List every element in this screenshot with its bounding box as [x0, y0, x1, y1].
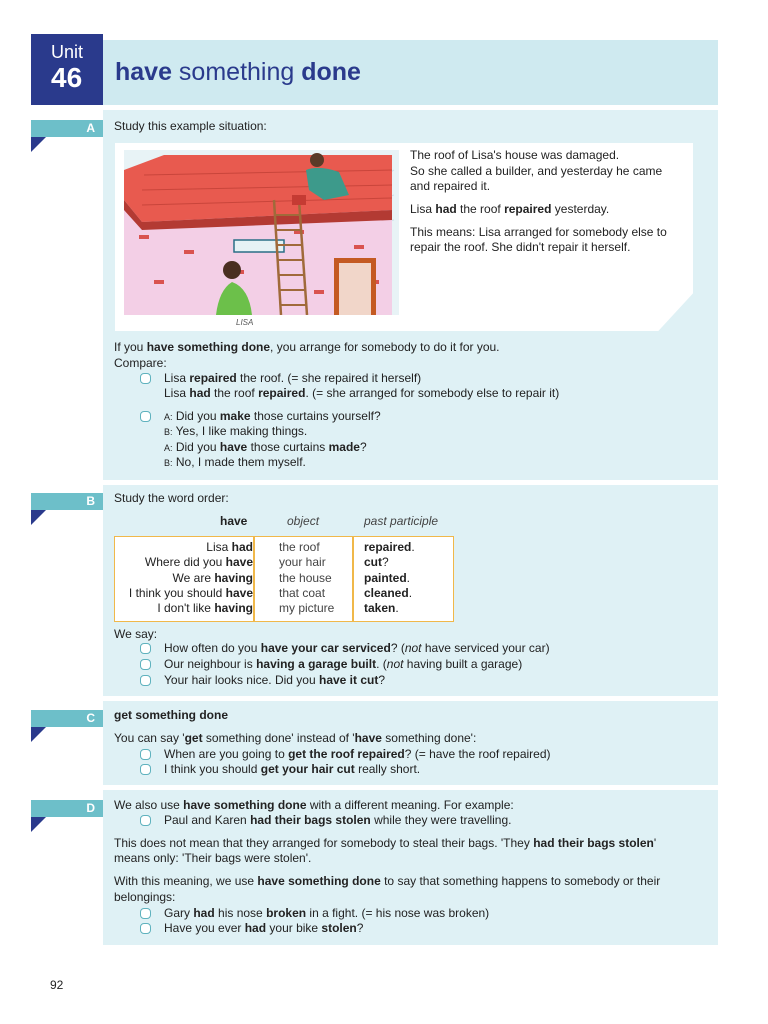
section-d-tab: D: [31, 800, 103, 817]
bullet-icon: [140, 908, 151, 919]
section-d-example-3: Have you ever had your bike stolen?: [164, 921, 364, 935]
story-line-2: So she called a builder, and yesterday he came: [410, 164, 663, 178]
table-column-have: [129, 540, 253, 616]
section-b-tab: B: [31, 493, 103, 510]
roof-repair-illustration: [124, 150, 399, 315]
unit-label: Unit: [51, 42, 84, 62]
unit-badge: [31, 34, 103, 105]
section-d-line-1: We also use have something done with a different meaning. For example:: [114, 798, 514, 812]
dialogue-line-4: B: No, I made them myself.: [164, 455, 306, 469]
dialogue-line-2: B: Yes, I like making things.: [164, 424, 308, 438]
section-d-para-1: This does not mean that they arranged for somebody to steal their bags. 'They had their bags stolen': [114, 836, 657, 850]
dialogue-line-1: A: Did you make those curtains yourself?: [164, 409, 381, 423]
compare-example-1: Lisa repaired the roof. (= she repaired it herself): [164, 371, 422, 385]
we-say-example-3: Your hair looks nice. Did you have it cut?: [164, 673, 386, 687]
bullet-icon: [140, 659, 151, 670]
section-b-intro: Study the word order:: [114, 491, 229, 505]
word-order-table: [114, 536, 454, 622]
means-line-2: repair the roof. She didn't repair it herself.: [410, 240, 631, 254]
section-c-example-2: I think you should get your hair cut really short.: [164, 762, 421, 776]
section-d-para-1-line-2: means only: 'Their bags were stolen'.: [114, 851, 312, 865]
section-d-para-2: With this meaning, we use have something done to say that something happens to somebody or their: [114, 874, 661, 888]
section-c-tab: C: [31, 710, 103, 727]
lisa-had-sentence: Lisa had the roof repaired yesterday.: [410, 202, 610, 216]
story-line-3: and repaired it.: [410, 179, 491, 193]
header-have: have: [220, 514, 248, 528]
table-row: I don't like having: [157, 601, 253, 616]
section-d-example-2: Gary had his nose broken in a fight. (= his nose was broken): [164, 906, 490, 920]
table-row: Lisa had: [206, 540, 253, 554]
page-title: have something done: [115, 58, 361, 86]
table-row: We are having: [172, 570, 253, 585]
table-row: Where did you have: [144, 555, 253, 570]
section-d-para-2-line-2: belongings:: [114, 890, 176, 904]
compare-label: Compare:: [114, 356, 167, 370]
illustration-caption: LISA: [236, 318, 254, 327]
bullet-icon: [140, 815, 151, 826]
page-number: 92: [50, 978, 64, 992]
bullet-icon: [140, 411, 151, 422]
header-past-participle: past participle: [364, 514, 439, 528]
section-c-example-1: When are you going to get the roof repaired? (= have the roof repaired): [164, 747, 551, 761]
bullet-icon: [140, 373, 151, 384]
title-bar: [103, 40, 718, 105]
section-c-line-1: You can say 'get something done' instead of 'have something done':: [114, 731, 477, 745]
section-a-marker: [31, 137, 46, 152]
section-c-marker: [31, 727, 46, 742]
section-c-heading: get something done: [114, 708, 228, 722]
section-a-intro: Study this example situation:: [114, 119, 267, 133]
bullet-icon: [140, 764, 151, 775]
table-column-past-participle: repaired. cut? painted. cleaned. taken.: [364, 540, 415, 616]
table-column-object: the roof your hair the house that coat my picture: [279, 540, 335, 616]
if-you-sentence: If you have something done, you arrange for somebody to do it for you.: [114, 340, 500, 354]
dialogue-line-3: A: Did you have those curtains made?: [164, 440, 367, 454]
bullet-icon: [140, 923, 151, 934]
we-say-example-1: How often do you have your car serviced? (not have serviced your car): [164, 641, 550, 655]
we-say-label: We say:: [114, 627, 158, 641]
compare-example-2: Lisa had the roof repaired. (= she arranged for somebody else to repair it): [164, 386, 560, 400]
we-say-example-2: Our neighbour is having a garage built. (not having built a garage): [164, 657, 523, 671]
unit-number: 46: [51, 62, 83, 93]
bullet-icon: [140, 643, 151, 654]
means-line-1: This means: Lisa arranged for somebody else to: [410, 225, 667, 239]
section-d-example-1: Paul and Karen had their bags stolen while they were travelling.: [164, 813, 512, 827]
bullet-icon: [140, 675, 151, 686]
section-b-marker: [31, 510, 46, 525]
table-row: I think you should have: [128, 585, 253, 600]
bullet-icon: [140, 749, 151, 760]
section-a-tab: A: [31, 120, 103, 137]
section-d-marker: [31, 817, 46, 832]
header-object: object: [287, 514, 320, 528]
story-line-1: The roof of Lisa's house was damaged.: [410, 148, 620, 162]
